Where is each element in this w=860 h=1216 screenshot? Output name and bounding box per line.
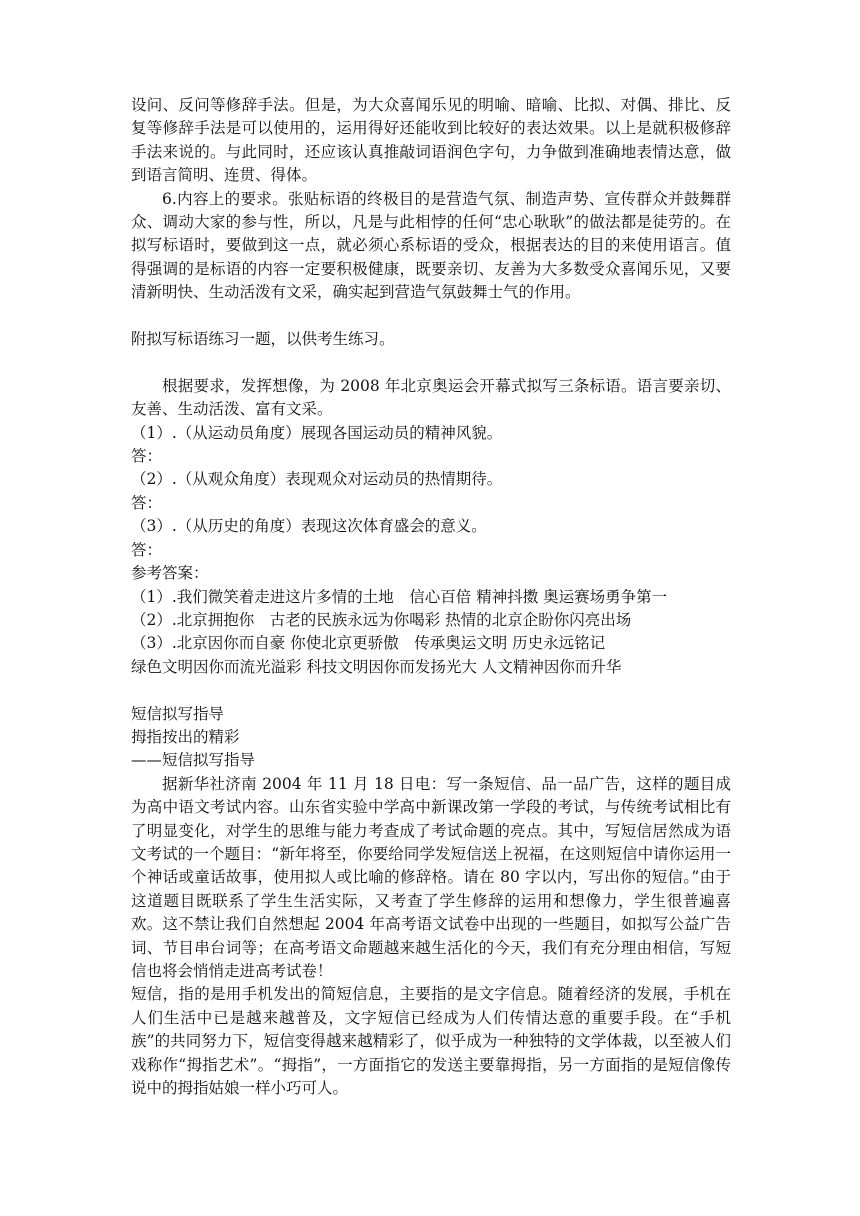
paragraph-task: 根据要求，发挥想像，为 2008 年北京奥运会开幕式拟写三条标语。语言要亲切、友善、生动活泼、富有文采。 — [131, 376, 731, 419]
paragraph-content-requirement: 6.内容上的要求。张贴标语的终极目的是营造气氛、制造声势、宣传群众并鼓舞群众、调动大家的参与性，所以，凡是与此相悖的任何“忠心耿耿”的做法都是徒劳的。在拟写标语时，要做到这一点，就必须心系标语的受众，根据表达的目的来使用语言。值得强调的是标语的内容一定要积极健康，既要亲切、友善为大多数受众喜闻乐见，又要清新明快、生动活泼有文采，确实起到营造气氛鼓舞士气的作用。 — [131, 189, 731, 302]
reference-answers-title: 参考答案： — [131, 564, 209, 583]
answer-label-2: 答： — [131, 493, 163, 512]
spacer — [131, 679, 731, 702]
reference-answer-2: （2）.北京拥抱你 古老的民族永远为你喝彩 热情的北京企盼你闪亮出场 — [131, 610, 632, 629]
question-1: （1）.（从运动员角度）展现各国运动员的精神风貌。 — [131, 423, 503, 442]
article-subtitle: ——短信拟写指导 — [131, 751, 256, 770]
answer-label-3: 答： — [131, 540, 163, 559]
reference-answer-3: （3）.北京因你而自豪 你使北京更骄傲 传承奥运文明 历史永远铭记 — [131, 634, 606, 653]
section-heading-sms: 短信拟写指导 — [131, 704, 225, 723]
spacer — [131, 305, 731, 328]
article-title: 拇指按出的精彩 — [131, 727, 240, 746]
reference-answer-1: （1）.我们微笑着走进这片多情的土地 信心百倍 精神抖擞 奥运赛场勇争第一 — [131, 587, 668, 606]
answer-label-1: 答： — [131, 447, 163, 466]
reference-answer-3-continued: 绿色文明因你而流光溢彩 科技文明因你而发扬光大 人文精神因你而升华 — [131, 657, 622, 676]
question-2: （2）.（从观众角度）表现观众对运动员的热情期待。 — [131, 470, 503, 489]
paragraph-attach-note: 附拟写标语练习一题，以供考生练习。 — [131, 330, 395, 349]
question-3: （3）.（从历史的角度）表现这次体育盛会的意义。 — [131, 517, 487, 536]
article-paragraph-news: 据新华社济南 2004 年 11 月 18 日电：写一条短信、品一品广告，这样的题目成为高中语文考试内容。山东省实验中学高中新课改第一学段的考试，与传统考试相比有了明显变化，对学生的思维与能力考查成了考试命题的亮点。其中，写短信居然成为语文考试的一个题目：“新年将至，你要给同学发短信送上祝福，在这则短信中请你运用一个神话或童话故事，使用拟人或比喻的修辞格。请在 80 字以内，写出你的短信。”由于这道题目既联系了学生生活实际，又考查了学生修辞的运用和想像力，学生很普遍喜欢。这不禁让我们自然想起 2004 年高考语文试卷中出现的一些题目，如拟写公益广告词、节目串台词等；在高考语文命题越来越生活化的今天，我们有充分理由相信，写短信也将会悄悄走进高考试卷！ — [131, 774, 731, 980]
document-page — [131, 94, 731, 1100]
spacer — [131, 351, 731, 374]
paragraph-rhetoric: 设问、反问等修辞手法。但是，为大众喜闻乐见的明喻、暗喻、比拟、对偶、排比、反复等修辞手法是可以使用的，运用得好还能收到比较好的表达效果。以上是就积极修辞手法来说的。与此同时，还应该认真推敲词语润色字句，力争做到准确地表情达意，做到语言简明、连贯、得体。 — [131, 96, 731, 185]
article-paragraph-definition: 短信，指的是用手机发出的简短信息，主要指的是文字信息。随着经济的发展，手机在人们生活中已是越来越普及，文字短信已经成为人们传情达意的重要手段。在“手机族”的共同努力下，短信变得越来越精彩了，似乎成为一种独特的文学体裁，以至被人们戏称作“拇指艺术”。“拇指”，一方面指它的发送主要靠拇指，另一方面指的是短信像传说中的拇指姑娘一样小巧可人。 — [131, 985, 731, 1098]
